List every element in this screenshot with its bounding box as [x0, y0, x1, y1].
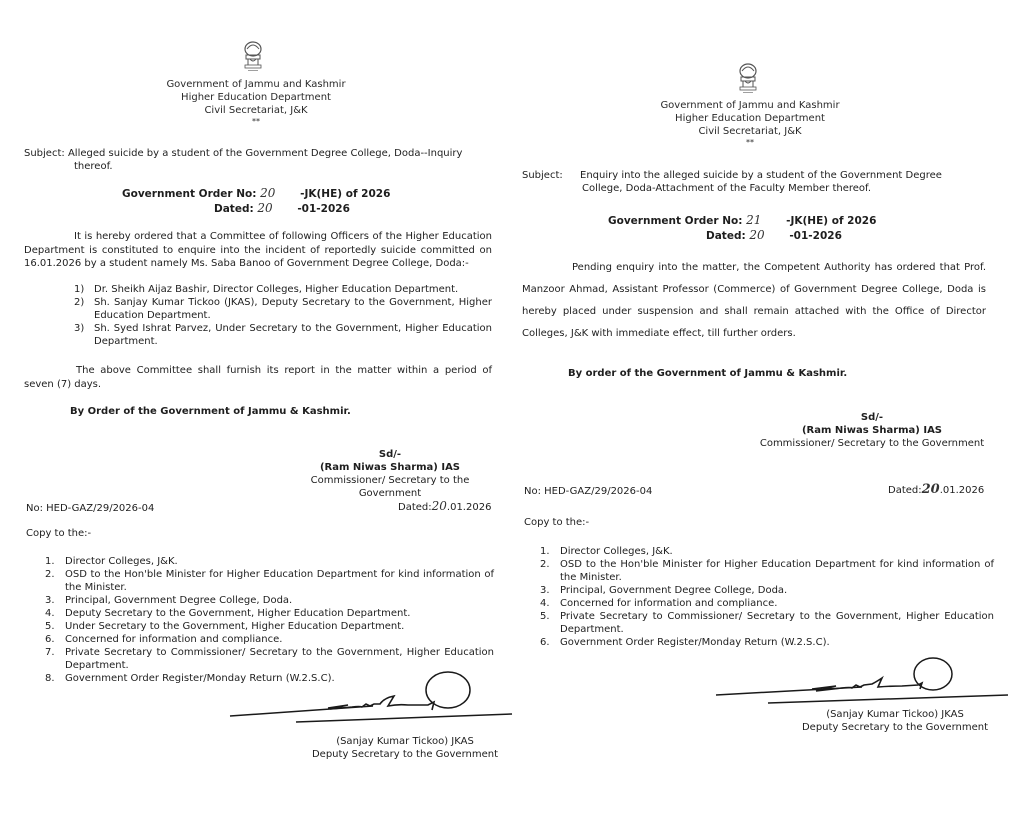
dated-label: Dated:	[706, 230, 746, 242]
copy-to-label: Copy to the:-	[524, 517, 590, 528]
order-no-suffix: -JK(HE) of 2026	[786, 215, 877, 227]
letterhead-government: Government of Jammu and Kashmir	[166, 79, 346, 90]
committee-member	[74, 322, 492, 348]
letterhead-government: Government of Jammu and Kashmir	[660, 100, 840, 111]
list-text: Concerned for information and compliance.	[65, 634, 283, 645]
copy-recipient	[45, 620, 494, 633]
subject-text-continued: College, Doda-Attachment of the Faculty Member thereof.	[582, 183, 872, 194]
order-no-handwritten: 20	[260, 186, 276, 200]
deputy-signature-block	[300, 735, 510, 761]
letterhead-secretariat: Civil Secretariat, J&K	[204, 105, 308, 116]
deputy-signature-block	[788, 708, 1002, 734]
list-text: Private Secretary to Commissioner/ Secretary to the Government, Higher Education Department.	[65, 647, 494, 671]
copy-recipient	[45, 594, 494, 607]
committee-member	[74, 283, 492, 296]
reference-date	[398, 500, 491, 514]
list-number: 2.	[540, 559, 550, 570]
list-number: 6.	[540, 637, 550, 648]
letterhead-stars: **	[252, 117, 260, 126]
subject-block	[24, 147, 490, 173]
list-text: Deputy Secretary to the Government, Higher Education Department.	[65, 608, 411, 619]
copy-recipient	[540, 545, 994, 558]
subject-text-continued: thereof.	[74, 161, 113, 172]
dated-handwritten: 20	[749, 228, 765, 242]
secretary-signature-block	[278, 448, 502, 500]
secretary-name: (Ram Niwas Sharma) IAS	[801, 425, 943, 436]
list-text: Government Order Register/Monday Return (W.2.S.C).	[560, 637, 830, 648]
copy-recipient	[45, 555, 494, 568]
list-number: 1.	[540, 546, 550, 557]
copy-recipient	[540, 636, 994, 649]
dated-suffix: -01-2026	[297, 203, 350, 215]
list-text: Sh. Syed Ishrat Parvez, Under Secretary to the Government, Higher Education Department.	[94, 323, 492, 347]
list-number: 3.	[45, 595, 55, 606]
list-number: 1)	[74, 284, 85, 295]
reference-dated-label: Dated:	[398, 502, 432, 513]
list-text: Principal, Government Degree College, Doda.	[65, 595, 293, 606]
list-number: 3.	[540, 585, 550, 596]
letterhead	[0, 78, 512, 127]
deputy-name: (Sanjay Kumar Tickoo) JKAS	[826, 709, 964, 720]
national-emblem-icon	[239, 40, 267, 72]
secretary-title: Commissioner/ Secretary to the Government	[759, 438, 985, 449]
order-number-block	[122, 186, 452, 216]
reference-dated-suffix: .01.2026	[446, 502, 492, 513]
list-text: Government Order Register/Monday Return (W.2.S.C).	[65, 673, 335, 684]
list-text: Director Colleges, J&K.	[560, 546, 673, 557]
copy-recipient	[540, 597, 994, 610]
list-text: OSD to the Hon'ble Minister for Higher Education Department for kind information of the Minister.	[65, 569, 494, 593]
copy-recipient	[45, 633, 494, 646]
list-number: 1.	[45, 556, 55, 567]
list-number: 2.	[45, 569, 55, 580]
committee-member	[74, 296, 492, 322]
suspension-paragraph: Pending enquiry into the matter, the Competent Authority has ordered that Prof. Manzoor Ahmad, Assistant Professor (Commerce) of Government Degree College, Doda is hereby placed under suspension and shall remain attached with the Office of Director Colleges, J&K with immediate effect, till further orders.	[522, 262, 986, 339]
secretary-title: Commissioner/ Secretary to the Government	[310, 475, 470, 499]
copy-recipient	[45, 607, 494, 620]
reference-dated-handwritten: 20	[921, 482, 940, 497]
list-text: Sh. Sanjay Kumar Tickoo (JKAS), Deputy Secretary to the Government, Higher Education Department.	[94, 297, 492, 321]
reference-date	[888, 483, 984, 497]
reference-dated-label: Dated:	[888, 485, 922, 496]
order-no-label: Government Order No:	[608, 215, 743, 227]
subject-text: Alleged suicide by a student of the Government Degree College, Doda--Inquiry	[67, 148, 463, 159]
subject-label: Subject:	[24, 148, 65, 159]
list-number: 4.	[540, 598, 550, 609]
list-number: 4.	[45, 608, 55, 619]
copy-to-label: Copy to the:-	[26, 528, 92, 539]
secretary-signature-block	[742, 411, 1002, 450]
sd-mark: Sd/-	[378, 449, 402, 460]
deputy-title: Deputy Secretary to the Government	[311, 749, 499, 760]
letterhead-department: Higher Education Department	[675, 113, 825, 124]
reference-number: No: HED-GAZ/29/2026-04	[26, 503, 155, 514]
secretary-name: (Ram Niwas Sharma) IAS	[319, 462, 461, 473]
copy-recipient	[540, 584, 994, 597]
list-number: 6.	[45, 634, 55, 645]
list-number: 8.	[45, 673, 55, 684]
letterhead-stars: **	[746, 138, 754, 147]
copy-recipient	[540, 610, 994, 636]
list-text: Director Colleges, J&K.	[65, 556, 178, 567]
subject-label: Subject:	[522, 170, 563, 181]
reference-dated-suffix: .01.2026	[939, 485, 985, 496]
government-order-21	[512, 0, 1024, 814]
by-order-line: By order of the Government of Jammu & Kashmir.	[568, 368, 848, 379]
handwritten-signature-icon	[712, 655, 1012, 715]
copy-recipient	[45, 646, 494, 672]
dated-label: Dated:	[214, 203, 254, 215]
deputy-name: (Sanjay Kumar Tickoo) JKAS	[336, 736, 474, 747]
dated-handwritten: 20	[257, 201, 273, 215]
order-paragraph: It is hereby ordered that a Committee of following Officers of the Higher Education Department is constituted to enquire into the incident of reportedly suicide committed on 16.01.2026 by a student namely Ms. Saba Banoo of Government Degree College, Doda:-	[24, 231, 492, 269]
list-number: 5.	[45, 621, 55, 632]
dated-suffix: -01-2026	[789, 230, 842, 242]
list-number: 5.	[540, 611, 550, 622]
list-text: Concerned for information and compliance.	[560, 598, 778, 609]
order-no-handwritten: 21	[746, 213, 762, 227]
report-paragraph: The above Committee shall furnish its report in the matter within a period of seven (7) days.	[24, 365, 492, 390]
list-number: 3)	[74, 323, 85, 334]
list-text: Private Secretary to Commissioner/ Secretary to the Government, Higher Education Department.	[560, 611, 994, 635]
list-number: 2)	[74, 297, 85, 308]
order-no-label: Government Order No:	[122, 188, 257, 200]
subject-text: Enquiry into the alleged suicide by a student of the Government Degree	[580, 170, 942, 181]
order-number-block	[608, 213, 938, 243]
list-text: OSD to the Hon'ble Minister for Higher Education Department for kind information of the Minister.	[560, 559, 994, 583]
letterhead-department: Higher Education Department	[181, 92, 331, 103]
list-number: 7.	[45, 647, 55, 658]
copy-recipient	[45, 568, 494, 594]
copy-to-list	[540, 545, 994, 649]
order-no-suffix: -JK(HE) of 2026	[300, 188, 391, 200]
letterhead	[512, 99, 988, 148]
by-order-line: By Order of the Government of Jammu & Kashmir.	[70, 406, 351, 417]
letterhead-secretariat: Civil Secretariat, J&K	[698, 126, 802, 137]
list-text: Dr. Sheikh Aijaz Bashir, Director Colleges, Higher Education Department.	[94, 284, 459, 295]
sd-mark: Sd/-	[860, 412, 884, 423]
copy-recipient	[540, 558, 994, 584]
handwritten-signature-icon	[228, 670, 518, 725]
national-emblem-icon	[734, 62, 762, 94]
copy-to-list	[45, 555, 494, 685]
subject-block	[522, 169, 988, 195]
reference-number: No: HED-GAZ/29/2026-04	[524, 486, 653, 497]
list-text: Principal, Government Degree College, Doda.	[560, 585, 788, 596]
committee-list	[74, 283, 492, 348]
reference-dated-handwritten: 20	[431, 499, 447, 513]
list-text: Under Secretary to the Government, Higher Education Department.	[65, 621, 405, 632]
deputy-title: Deputy Secretary to the Government	[801, 722, 989, 733]
